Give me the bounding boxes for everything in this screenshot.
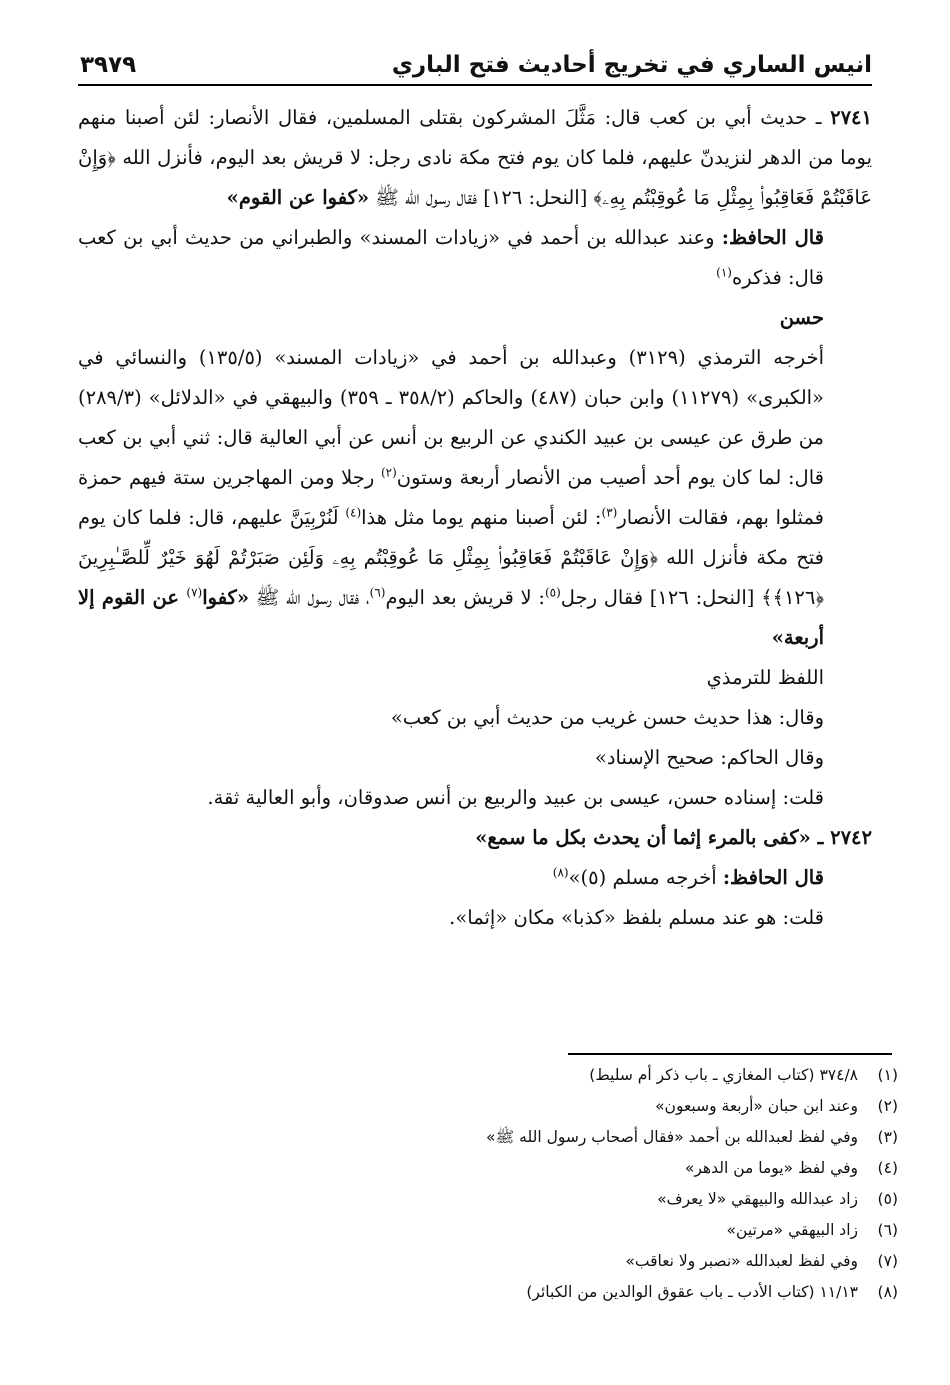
footnote-ref: (٤) [345, 505, 362, 520]
hafiz-comment-1 [78, 218, 872, 298]
hakim-statement: وقال الحاكم: صحيح الإسناد» [594, 746, 824, 769]
footnote-4: (٤) وفي لفظ «يوما من الدهر» [684, 1159, 898, 1177]
footnote-7: (٧) وفي لفظ لعبدالله «نصبر ولا نعاقب» [625, 1252, 898, 1270]
footnote-ref: (٢) [380, 465, 397, 480]
hadith-number: ٢٧٤١ [830, 106, 872, 129]
footnote-5: (٥) زاد عبدالله والبيهقي «لا يعرف» [657, 1190, 898, 1208]
page-number: ٣٩٧٩ [80, 52, 137, 78]
footnote-1: (١) ٣٧٤/٨ (كتاب المغازي ـ باب ذكر أم سليط) [589, 1066, 898, 1084]
takhrij-paragraph: أخرجه الترمذي (٣١٢٩) وعبدالله بن أحمد في «زيادات المسند» (١٣٥/٥) والنسائي في «الكبرى» (١١٢٧٩) وابن حبان (٤٨٧) والحاكم (٣٥٨/٢ ـ ٣٥٩) والبيهقي في «الدلائل» (٢٨٩/٣) من طرق عن عيسى بن عبيد الكندي عن الربيع بن أنس عن أبي العالية قال: ثني أبي بن كعب قال: لما كان يوم أحد أصيب من الأنصار أربعة وستون$^{(٢)}$ رجلا ومن المهاجرين ستة فيهم حمزة فمثلوا بهم، فقالت الأنصار$^{(٣)}$: لئن أصبنا منهم يوما مثل هذا$^{(٤)}$ لَنُرْبِيَنَّ عليهم، قال: فلما كان يوم فتح مكة فأنزل الله ﴿وَإِنْ عَاقَبْتُمْ فَعَاقِبُوا۟ بِمِثْلِ مَا عُوقِبْتُم بِهِۦ وَلَئِن صَبَرْتُمْ لَهُوَ خَيْرٌ لِّلصَّـٰبِرِينَ ﴿١٢٦﴾﴾ [النحل: ١٢٦] فقال رجل$^{(٥)}$: لا قريش بعد اليوم$^{(٦)}$، فقال رسول الله ﷺ «كفوا$^{(٧)}$ عن القوم إلا أربعة» [78, 346, 824, 649]
footnote-ref: (٥) [544, 585, 561, 600]
hadith-2741 [78, 98, 872, 218]
tirmidhi-statement: وقال: هذا حديث حسن غريب من حديث أبي بن كعب» [390, 706, 824, 729]
author-note-1: قلت: إسناده حسن، عيسى بن عبيد والربيع بن أنس صدوقان، وأبو العالية ثقة. [207, 786, 824, 809]
hadith-number: ٢٧٤٢ [830, 826, 872, 849]
footnotes [78, 1060, 898, 1308]
footnote-ref: (٨) [552, 865, 569, 880]
hafiz-comment-2 [78, 858, 872, 898]
book-title: انيس الساري في تخريج أحاديث فتح الباري [391, 52, 872, 78]
footnote-8: (٨) ١١/١٣ (كتاب الأدب ـ باب عقوق الوالدين من الكبائر) [526, 1283, 898, 1301]
main-text [78, 98, 872, 938]
header-rule [78, 84, 872, 86]
lafz-note: اللفظ للترمذي [706, 666, 824, 689]
author-note-2: قلت: هو عند مسلم بلفظ «كذبا» مكان «إثما». [449, 906, 824, 929]
footnote-6: (٦) زاد البيهقي «مرتين» [726, 1221, 898, 1239]
hadith-quote: «كفوا عن القوم» [226, 186, 370, 209]
hadith-text: ـ «كفى بالمرء إثما أن يحدث بكل ما سمع» [475, 826, 831, 849]
footnote-3: (٣) وفي لفظ لعبدالله بن أحمد «فقال أصحاب رسول الله ﷺ» [486, 1128, 898, 1146]
footnote-2: (٢) وعند ابن حبان «أربعة وسبعون» [655, 1097, 898, 1115]
hadith-2742 [78, 818, 872, 858]
hafiz-label: قال الحافظ: [721, 226, 824, 249]
hafiz-text: وعند عبدالله بن أحمد في «زيادات المسند» والطبراني من حديث أبي بن كعب قال: فذكره [78, 226, 824, 289]
running-header [80, 38, 872, 78]
grade-label: حسن [779, 306, 824, 329]
footnote-ref: (٧) [186, 585, 203, 600]
footnote-rule [568, 1053, 892, 1055]
footnote-ref: (١) [716, 265, 732, 280]
footnote-ref: (٣) [601, 505, 618, 520]
hafiz-label: قال الحافظ: [722, 866, 824, 889]
footnote-ref: (٦) [369, 585, 386, 600]
hafiz-text: أخرجه مسلم (٥)» [568, 866, 723, 889]
hadith-text: ـ حديث أبي بن كعب قال: مَثَّلَ المشركون بقتلى المسلمين، فقال الأنصار: لئن أصبنا منهم يوما من الدهر لنزيدنّ عليهم، فلما كان يوم فتح مكة نادى رجل: لا قريش بعد اليوم، فأنزل الله ﴿وَإِنْ عَاقَبْتُمْ فَعَاقِبُوا۟ بِمِثْلِ مَا عُوقِبْتُم بِهِۦ﴾ [النحل: ١٢٦] فقال رسول الله ﷺ [78, 106, 872, 209]
